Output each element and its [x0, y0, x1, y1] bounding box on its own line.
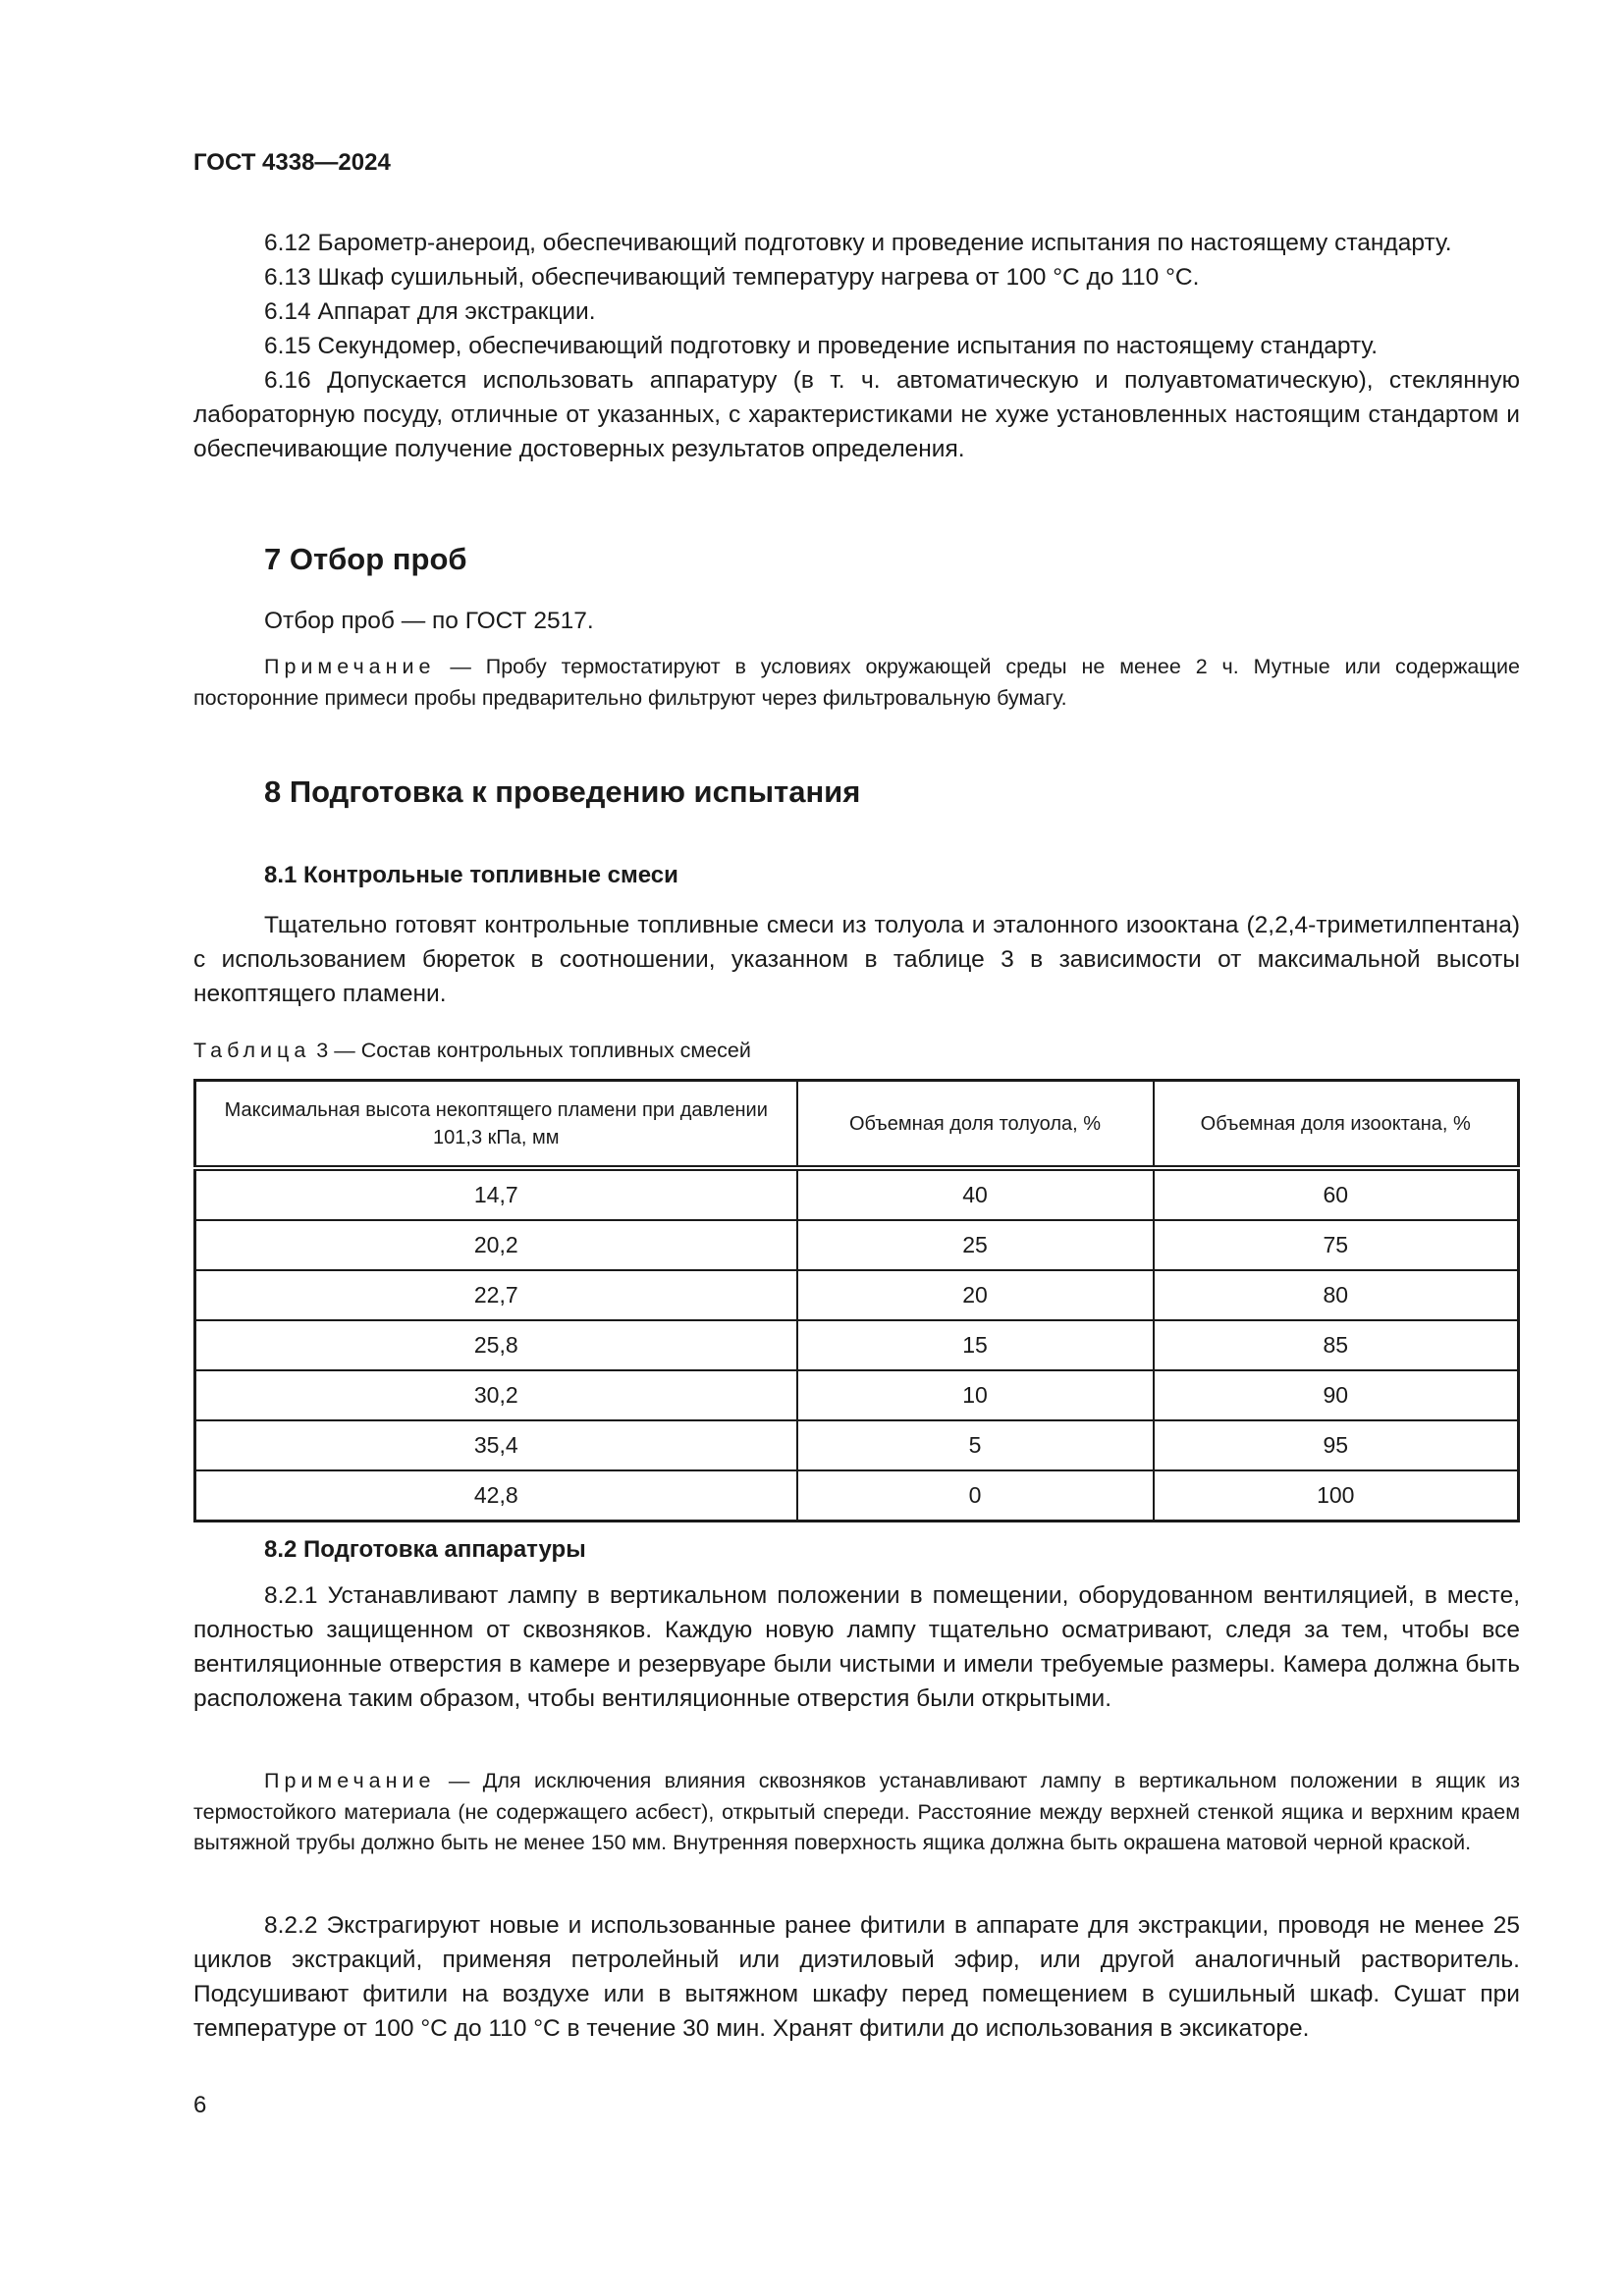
section-7-text: Отбор проб — по ГОСТ 2517.	[264, 608, 594, 634]
table-caption	[193, 1039, 1520, 1063]
document-header: ГОСТ 4338—2024	[193, 149, 391, 176]
page-number: 6	[193, 2092, 207, 2118]
table-cell: 40	[797, 1168, 1154, 1220]
section-8-1-title: 8.1 Контрольные топливные смеси	[264, 862, 678, 888]
table-cell: 75	[1154, 1220, 1519, 1270]
note-label: Примечание	[264, 1769, 436, 1792]
section-6-items	[193, 226, 1520, 466]
table-cell: 14,7	[195, 1168, 797, 1220]
table-cell: 25,8	[195, 1320, 797, 1370]
section-8-1-text: Тщательно готовят контрольные топливные смеси из толуола и эталонного изооктана (2,2,4-триметилпентана) с использованием бюреток в соотношении, указанном в таблице 3 в зависимости от максимальной высоты некоптящего пламени.	[193, 912, 1520, 1007]
table-row	[195, 1420, 1519, 1470]
section-7-title: 7 Отбор проб	[264, 542, 467, 576]
table-3	[193, 1079, 1520, 1522]
item-6-14: 6.14 Аппарат для экстракции.	[264, 298, 596, 325]
table-row	[195, 1320, 1519, 1370]
table-cell: 0	[797, 1470, 1154, 1522]
table-cell: 42,8	[195, 1470, 797, 1522]
note-text: — Для исключения влияния сквозняков устанавливают лампу в вертикальном положении в ящик из термостойкого материала (не содержащего асбест), открытый спереди. Расстояние между верхней стенкой ящика и верхним краем вытяжной трубы должно быть не менее 150 мм. Внутренняя поверхность ящика должна быть окрашена матовой черной краской.	[193, 1769, 1520, 1854]
section-8-2-note	[193, 1766, 1520, 1859]
table-cell: 35,4	[195, 1420, 797, 1470]
section-7-note	[193, 652, 1520, 714]
table-cell: 5	[797, 1420, 1154, 1470]
table-cell: 85	[1154, 1320, 1519, 1370]
table-row	[195, 1220, 1519, 1270]
table-cell: 95	[1154, 1420, 1519, 1470]
table-header-height: Максимальная высота некоптящего пламени при давлении 101,3 кПа, мм	[195, 1081, 797, 1169]
caption-text: 3 — Состав контрольных топливных смесей	[310, 1039, 751, 1062]
item-6-15: 6.15 Секундомер, обеспечивающий подготовку и проведение испытания по настоящему стандарту.	[264, 333, 1379, 359]
caption-label: Таблица	[193, 1039, 311, 1062]
table-cell: 15	[797, 1320, 1154, 1370]
table-row	[195, 1168, 1519, 1220]
table-row	[195, 1470, 1519, 1522]
table-cell: 20,2	[195, 1220, 797, 1270]
section-8-2-2-text: 8.2.2 Экстрагируют новые и использованные ранее фитили в аппарате для экстракции, проводя не менее 25 циклов экстракций, применяя петролейный или диэтиловый эфир, или другой аналогичный растворитель. Подсушивают фитили на воздухе или в вытяжном шкафу перед помещением в сушильный шкаф. Сушат при температуре от 100 °С до 110 °С в течение 30 мин. Хранят фитили до использования в эксикаторе.	[193, 1912, 1520, 2042]
note-label: Примечание	[264, 655, 436, 678]
table-cell: 20	[797, 1270, 1154, 1320]
table-header-toluene: Объемная доля толуола, %	[797, 1081, 1154, 1169]
section-8-title: 8 Подготовка к проведению испытания	[264, 774, 861, 809]
table-cell: 10	[797, 1370, 1154, 1420]
table-row	[195, 1370, 1519, 1420]
table-cell: 60	[1154, 1168, 1519, 1220]
table-cell: 22,7	[195, 1270, 797, 1320]
table-cell: 25	[797, 1220, 1154, 1270]
note-text: — Пробу термостатируют в условиях окружающей среды не менее 2 ч. Мутные или содержащие посторонние примеси пробы предварительно фильтруют через фильтровальную бумагу.	[193, 655, 1520, 710]
item-6-16: 6.16 Допускается использовать аппаратуру (в т. ч. автоматическую и полуавтоматическую), стеклянную лабораторную посуду, отличные от указанных, с характеристиками не хуже установленных настоящим стандартом и обеспечивающие получение достоверных результатов определения.	[193, 367, 1520, 462]
item-6-13: 6.13 Шкаф сушильный, обеспечивающий температуру нагрева от 100 °С до 110 °С.	[264, 264, 1200, 291]
table-row	[195, 1270, 1519, 1320]
section-8-2-title: 8.2 Подготовка аппаратуры	[264, 1536, 586, 1563]
table-cell: 30,2	[195, 1370, 797, 1420]
item-6-12: 6.12 Барометр-анероид, обеспечивающий подготовку и проведение испытания по настоящему стандарту.	[264, 230, 1452, 256]
table-cell: 90	[1154, 1370, 1519, 1420]
table-cell: 100	[1154, 1470, 1519, 1522]
section-8-2-1-text: 8.2.1 Устанавливают лампу в вертикальном положении в помещении, оборудованном вентиляцией, в месте, полностью защищенном от сквозняков. Каждую новую лампу тщательно осматривают, следя за тем, чтобы все вентиляционные отверстия в камере и резервуаре были чистыми и имели требуемые размеры. Камера должна быть расположена таким образом, чтобы вентиляционные отверстия были открытыми.	[193, 1582, 1520, 1712]
table-cell: 80	[1154, 1270, 1519, 1320]
table-header-isooctane: Объемная доля изооктана, %	[1154, 1081, 1519, 1169]
